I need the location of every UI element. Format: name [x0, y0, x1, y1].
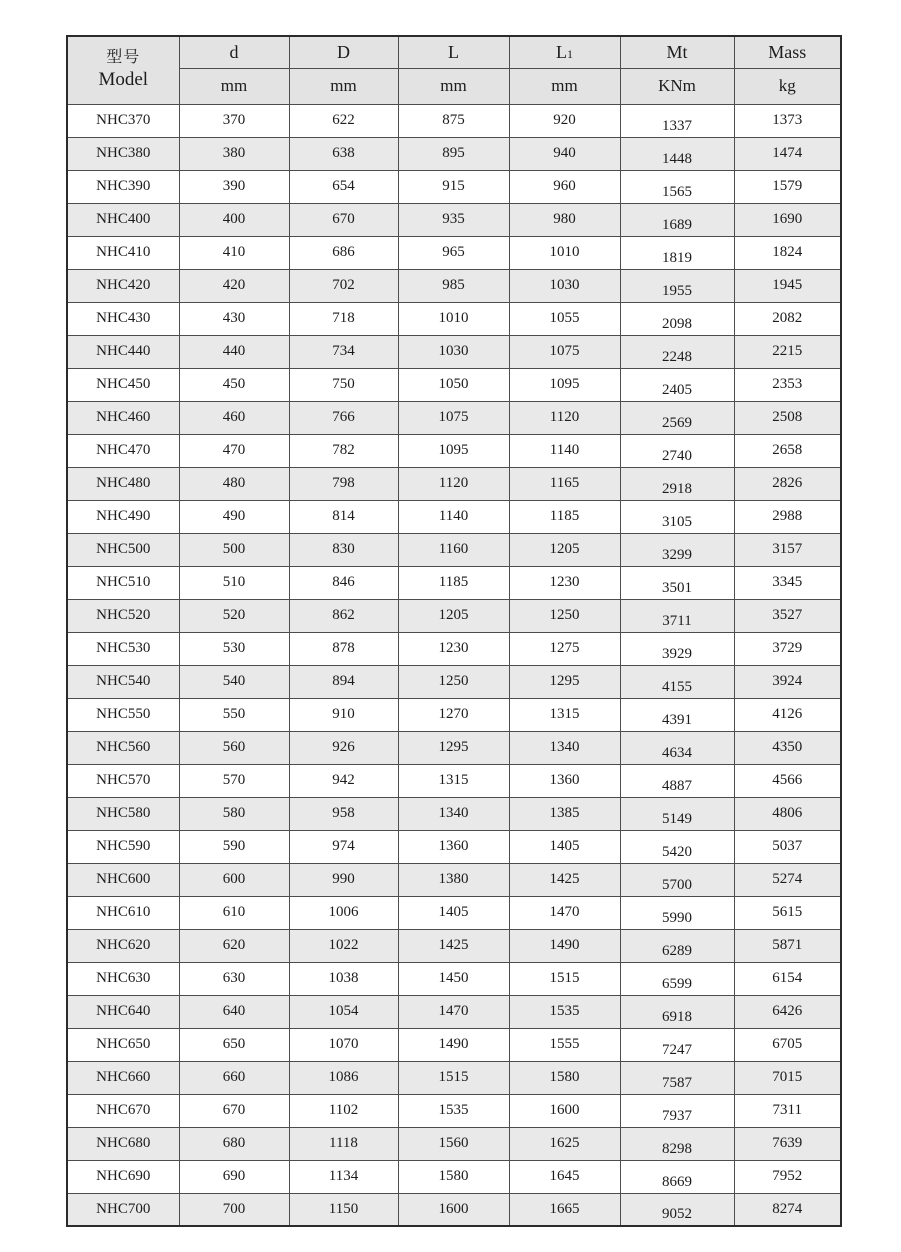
table-row [67, 995, 841, 1028]
model-cell: NHC540 [67, 665, 179, 698]
value-cell-L1: 1425 [509, 863, 620, 896]
value-cell-L1: 1580 [509, 1061, 620, 1094]
value-cell-L: 1580 [398, 1160, 509, 1193]
model-cell: NHC460 [67, 401, 179, 434]
model-cell: NHC400 [67, 203, 179, 236]
table-row [67, 830, 841, 863]
value-cell-L: 1050 [398, 368, 509, 401]
value-cell-L: 1270 [398, 698, 509, 731]
table-row [67, 1193, 841, 1226]
value-cell-L1: 1600 [509, 1094, 620, 1127]
value-cell-D: 702 [289, 269, 398, 302]
value-cell-d: 540 [179, 665, 289, 698]
table-row [67, 203, 841, 236]
column-header-Mt: Mt [620, 36, 734, 68]
value-cell-Mass: 1824 [734, 236, 841, 269]
value-cell-Mt: 7247 [620, 1028, 734, 1061]
table-row [67, 731, 841, 764]
model-cell: NHC640 [67, 995, 179, 1028]
value-cell-L1: 1405 [509, 830, 620, 863]
column-header-d: d [179, 36, 289, 68]
value-cell-L1: 1075 [509, 335, 620, 368]
value-cell-L1: 1470 [509, 896, 620, 929]
value-cell-D: 670 [289, 203, 398, 236]
value-cell-Mt: 1955 [620, 269, 734, 302]
column-unit-Mt: KNm [620, 68, 734, 104]
column-header-Mass: Mass [734, 36, 841, 68]
value-cell-D: 622 [289, 104, 398, 137]
value-cell-L1: 1555 [509, 1028, 620, 1061]
value-cell-Mass: 6426 [734, 995, 841, 1028]
table-row [67, 1160, 841, 1193]
value-cell-Mt: 3299 [620, 533, 734, 566]
value-cell-d: 450 [179, 368, 289, 401]
table-row [67, 863, 841, 896]
value-cell-D: 1054 [289, 995, 398, 1028]
value-cell-Mass: 2988 [734, 500, 841, 533]
table-header [67, 36, 841, 104]
value-cell-Mass: 7639 [734, 1127, 841, 1160]
value-cell-L1: 1535 [509, 995, 620, 1028]
value-cell-d: 470 [179, 434, 289, 467]
value-cell-Mass: 7952 [734, 1160, 841, 1193]
value-cell-Mass: 4126 [734, 698, 841, 731]
model-cell: NHC450 [67, 368, 179, 401]
value-cell-L: 1160 [398, 533, 509, 566]
value-cell-Mass: 4350 [734, 731, 841, 764]
value-cell-L: 1490 [398, 1028, 509, 1061]
spec-table [66, 35, 842, 1227]
table-row [67, 764, 841, 797]
value-cell-D: 1070 [289, 1028, 398, 1061]
value-cell-Mass: 3729 [734, 632, 841, 665]
value-cell-Mt: 1448 [620, 137, 734, 170]
value-cell-Mass: 2658 [734, 434, 841, 467]
value-cell-L: 1600 [398, 1193, 509, 1226]
table-row [67, 632, 841, 665]
model-cell: NHC410 [67, 236, 179, 269]
value-cell-d: 700 [179, 1193, 289, 1226]
value-cell-L: 1205 [398, 599, 509, 632]
value-cell-d: 620 [179, 929, 289, 962]
value-cell-d: 680 [179, 1127, 289, 1160]
value-cell-Mass: 2215 [734, 335, 841, 368]
column-header-L1: L1 [509, 36, 620, 68]
table-row [67, 1127, 841, 1160]
value-cell-d: 630 [179, 962, 289, 995]
value-cell-Mass: 6705 [734, 1028, 841, 1061]
value-cell-d: 510 [179, 566, 289, 599]
value-cell-Mt: 6918 [620, 995, 734, 1028]
value-cell-d: 640 [179, 995, 289, 1028]
table-row [67, 302, 841, 335]
value-cell-L1: 1165 [509, 467, 620, 500]
value-cell-L: 1010 [398, 302, 509, 335]
table-row [67, 665, 841, 698]
model-cell: NHC530 [67, 632, 179, 665]
value-cell-Mass: 3924 [734, 665, 841, 698]
value-cell-Mt: 5700 [620, 863, 734, 896]
model-cell: NHC500 [67, 533, 179, 566]
model-cell: NHC610 [67, 896, 179, 929]
value-cell-Mt: 1689 [620, 203, 734, 236]
model-cell: NHC690 [67, 1160, 179, 1193]
value-cell-Mass: 2826 [734, 467, 841, 500]
model-column-header [67, 36, 179, 104]
value-cell-D: 1038 [289, 962, 398, 995]
value-cell-Mt: 3929 [620, 632, 734, 665]
value-cell-L: 1250 [398, 665, 509, 698]
model-cell: NHC520 [67, 599, 179, 632]
value-cell-Mass: 3345 [734, 566, 841, 599]
model-cell: NHC660 [67, 1061, 179, 1094]
value-cell-Mass: 3527 [734, 599, 841, 632]
value-cell-d: 670 [179, 1094, 289, 1127]
table-row [67, 599, 841, 632]
model-cell: NHC390 [67, 170, 179, 203]
value-cell-Mt: 2740 [620, 434, 734, 467]
table-row [67, 137, 841, 170]
value-cell-Mass: 5274 [734, 863, 841, 896]
model-cell: NHC680 [67, 1127, 179, 1160]
value-cell-Mt: 4155 [620, 665, 734, 698]
value-cell-Mt: 2098 [620, 302, 734, 335]
value-cell-L: 1425 [398, 929, 509, 962]
value-cell-D: 814 [289, 500, 398, 533]
model-cell: NHC420 [67, 269, 179, 302]
model-cell: NHC580 [67, 797, 179, 830]
value-cell-Mass: 6154 [734, 962, 841, 995]
value-cell-L1: 1625 [509, 1127, 620, 1160]
value-cell-Mass: 5871 [734, 929, 841, 962]
table-row [67, 236, 841, 269]
value-cell-L1: 1385 [509, 797, 620, 830]
value-cell-Mt: 4391 [620, 698, 734, 731]
value-cell-d: 390 [179, 170, 289, 203]
value-cell-L1: 1095 [509, 368, 620, 401]
table-row [67, 269, 841, 302]
model-cell: NHC380 [67, 137, 179, 170]
column-unit-L: mm [398, 68, 509, 104]
table-row [67, 500, 841, 533]
value-cell-Mass: 1474 [734, 137, 841, 170]
value-cell-L: 1360 [398, 830, 509, 863]
value-cell-L: 935 [398, 203, 509, 236]
value-cell-Mass: 7015 [734, 1061, 841, 1094]
value-cell-Mass: 2353 [734, 368, 841, 401]
value-cell-Mt: 6289 [620, 929, 734, 962]
value-cell-d: 420 [179, 269, 289, 302]
value-cell-D: 718 [289, 302, 398, 335]
value-cell-Mt: 7587 [620, 1061, 734, 1094]
value-cell-Mt: 9052 [620, 1193, 734, 1226]
value-cell-L1: 940 [509, 137, 620, 170]
value-cell-L: 985 [398, 269, 509, 302]
value-cell-d: 370 [179, 104, 289, 137]
value-cell-d: 590 [179, 830, 289, 863]
value-cell-L1: 1055 [509, 302, 620, 335]
value-cell-L: 1075 [398, 401, 509, 434]
value-cell-D: 734 [289, 335, 398, 368]
value-cell-Mt: 3711 [620, 599, 734, 632]
model-cell: NHC620 [67, 929, 179, 962]
value-cell-L: 1140 [398, 500, 509, 533]
model-cell: NHC430 [67, 302, 179, 335]
value-cell-D: 798 [289, 467, 398, 500]
value-cell-d: 380 [179, 137, 289, 170]
value-cell-Mass: 4566 [734, 764, 841, 797]
value-cell-D: 1118 [289, 1127, 398, 1160]
table-row [67, 566, 841, 599]
value-cell-L1: 980 [509, 203, 620, 236]
value-cell-L: 1340 [398, 797, 509, 830]
value-cell-L: 895 [398, 137, 509, 170]
value-cell-L1: 1315 [509, 698, 620, 731]
value-cell-L: 1450 [398, 962, 509, 995]
model-cell: NHC570 [67, 764, 179, 797]
value-cell-D: 1102 [289, 1094, 398, 1127]
value-cell-Mt: 5420 [620, 830, 734, 863]
value-cell-L1: 1645 [509, 1160, 620, 1193]
value-cell-Mt: 5149 [620, 797, 734, 830]
value-cell-L1: 920 [509, 104, 620, 137]
value-cell-Mt: 1819 [620, 236, 734, 269]
table-row [67, 401, 841, 434]
value-cell-Mt: 2248 [620, 335, 734, 368]
value-cell-Mt: 8669 [620, 1160, 734, 1193]
value-cell-D: 990 [289, 863, 398, 896]
column-header-L: L [398, 36, 509, 68]
value-cell-Mt: 2405 [620, 368, 734, 401]
value-cell-d: 400 [179, 203, 289, 236]
value-cell-Mt: 3105 [620, 500, 734, 533]
value-cell-L: 1120 [398, 467, 509, 500]
value-cell-L: 1535 [398, 1094, 509, 1127]
table-row [67, 896, 841, 929]
model-cell: NHC590 [67, 830, 179, 863]
model-cell: NHC510 [67, 566, 179, 599]
value-cell-Mt: 7937 [620, 1094, 734, 1127]
value-cell-Mass: 2082 [734, 302, 841, 335]
value-cell-L: 1405 [398, 896, 509, 929]
value-cell-Mass: 1579 [734, 170, 841, 203]
value-cell-L1: 1250 [509, 599, 620, 632]
value-cell-d: 430 [179, 302, 289, 335]
value-cell-D: 1006 [289, 896, 398, 929]
value-cell-L: 875 [398, 104, 509, 137]
value-cell-L1: 1230 [509, 566, 620, 599]
table-row [67, 368, 841, 401]
value-cell-Mt: 4887 [620, 764, 734, 797]
model-cell: NHC440 [67, 335, 179, 368]
value-cell-Mass: 1945 [734, 269, 841, 302]
table-row [67, 797, 841, 830]
value-cell-d: 560 [179, 731, 289, 764]
value-cell-Mass: 7311 [734, 1094, 841, 1127]
value-cell-L: 1560 [398, 1127, 509, 1160]
value-cell-d: 600 [179, 863, 289, 896]
value-cell-D: 638 [289, 137, 398, 170]
value-cell-L: 915 [398, 170, 509, 203]
value-cell-Mass: 1373 [734, 104, 841, 137]
value-cell-D: 910 [289, 698, 398, 731]
table-row [67, 533, 841, 566]
model-cell: NHC650 [67, 1028, 179, 1061]
value-cell-d: 490 [179, 500, 289, 533]
value-cell-d: 650 [179, 1028, 289, 1061]
model-cell: NHC490 [67, 500, 179, 533]
value-cell-L: 1515 [398, 1061, 509, 1094]
value-cell-D: 1022 [289, 929, 398, 962]
table-row [67, 170, 841, 203]
value-cell-L: 1095 [398, 434, 509, 467]
value-cell-Mass: 2508 [734, 401, 841, 434]
value-cell-L1: 1275 [509, 632, 620, 665]
value-cell-d: 500 [179, 533, 289, 566]
value-cell-Mt: 5990 [620, 896, 734, 929]
value-cell-Mass: 1690 [734, 203, 841, 236]
value-cell-Mt: 1337 [620, 104, 734, 137]
value-cell-Mt: 1565 [620, 170, 734, 203]
value-cell-L: 965 [398, 236, 509, 269]
value-cell-d: 690 [179, 1160, 289, 1193]
value-cell-D: 750 [289, 368, 398, 401]
table-row [67, 467, 841, 500]
column-header-D: D [289, 36, 398, 68]
value-cell-L: 1470 [398, 995, 509, 1028]
value-cell-D: 974 [289, 830, 398, 863]
table-row [67, 1061, 841, 1094]
value-cell-d: 460 [179, 401, 289, 434]
table-row [67, 1094, 841, 1127]
column-unit-L1: mm [509, 68, 620, 104]
value-cell-d: 530 [179, 632, 289, 665]
value-cell-L1: 1490 [509, 929, 620, 962]
value-cell-D: 894 [289, 665, 398, 698]
value-cell-L1: 1010 [509, 236, 620, 269]
value-cell-L: 1295 [398, 731, 509, 764]
value-cell-L1: 1030 [509, 269, 620, 302]
value-cell-L1: 1205 [509, 533, 620, 566]
value-cell-d: 440 [179, 335, 289, 368]
model-cell: NHC600 [67, 863, 179, 896]
value-cell-D: 862 [289, 599, 398, 632]
value-cell-L1: 1140 [509, 434, 620, 467]
value-cell-L1: 1185 [509, 500, 620, 533]
value-cell-Mt: 6599 [620, 962, 734, 995]
value-cell-D: 846 [289, 566, 398, 599]
column-header-subscript: 1 [567, 46, 573, 61]
table-row [67, 698, 841, 731]
value-cell-Mass: 8274 [734, 1193, 841, 1226]
value-cell-Mass: 3157 [734, 533, 841, 566]
table-row [67, 962, 841, 995]
value-cell-D: 942 [289, 764, 398, 797]
model-cell: NHC700 [67, 1193, 179, 1226]
model-cell: NHC480 [67, 467, 179, 500]
table-body [67, 104, 841, 1226]
value-cell-d: 520 [179, 599, 289, 632]
value-cell-d: 480 [179, 467, 289, 500]
value-cell-d: 570 [179, 764, 289, 797]
value-cell-D: 782 [289, 434, 398, 467]
model-cell: NHC630 [67, 962, 179, 995]
value-cell-Mt: 8298 [620, 1127, 734, 1160]
value-cell-L: 1230 [398, 632, 509, 665]
value-cell-d: 610 [179, 896, 289, 929]
table-row [67, 434, 841, 467]
value-cell-L: 1030 [398, 335, 509, 368]
value-cell-d: 660 [179, 1061, 289, 1094]
value-cell-L1: 960 [509, 170, 620, 203]
value-cell-Mass: 4806 [734, 797, 841, 830]
value-cell-L1: 1360 [509, 764, 620, 797]
value-cell-L1: 1120 [509, 401, 620, 434]
model-cell: NHC550 [67, 698, 179, 731]
value-cell-L: 1380 [398, 863, 509, 896]
table-row [67, 929, 841, 962]
value-cell-Mt: 4634 [620, 731, 734, 764]
value-cell-D: 1150 [289, 1193, 398, 1226]
value-cell-L1: 1295 [509, 665, 620, 698]
value-cell-Mass: 5615 [734, 896, 841, 929]
value-cell-D: 926 [289, 731, 398, 764]
value-cell-D: 766 [289, 401, 398, 434]
value-cell-d: 550 [179, 698, 289, 731]
value-cell-Mass: 5037 [734, 830, 841, 863]
value-cell-D: 1134 [289, 1160, 398, 1193]
table-row [67, 1028, 841, 1061]
value-cell-Mt: 3501 [620, 566, 734, 599]
column-unit-Mass: kg [734, 68, 841, 104]
model-cell: NHC370 [67, 104, 179, 137]
model-cell: NHC470 [67, 434, 179, 467]
model-header-zh: 型号 [106, 49, 141, 67]
value-cell-D: 1086 [289, 1061, 398, 1094]
value-cell-D: 958 [289, 797, 398, 830]
value-cell-L: 1185 [398, 566, 509, 599]
table-row [67, 104, 841, 137]
value-cell-d: 410 [179, 236, 289, 269]
value-cell-L1: 1340 [509, 731, 620, 764]
value-cell-D: 654 [289, 170, 398, 203]
value-cell-d: 580 [179, 797, 289, 830]
value-cell-L: 1315 [398, 764, 509, 797]
column-unit-d: mm [179, 68, 289, 104]
value-cell-D: 830 [289, 533, 398, 566]
value-cell-Mt: 2918 [620, 467, 734, 500]
table-row [67, 335, 841, 368]
value-cell-L1: 1515 [509, 962, 620, 995]
value-cell-L1: 1665 [509, 1193, 620, 1226]
model-header-en: Model [98, 69, 149, 91]
column-unit-D: mm [289, 68, 398, 104]
value-cell-D: 686 [289, 236, 398, 269]
model-cell: NHC560 [67, 731, 179, 764]
value-cell-D: 878 [289, 632, 398, 665]
model-cell: NHC670 [67, 1094, 179, 1127]
value-cell-Mt: 2569 [620, 401, 734, 434]
